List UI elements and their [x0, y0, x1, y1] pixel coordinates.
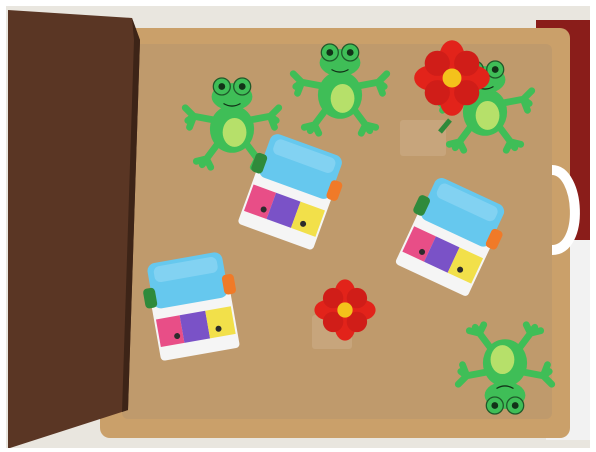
tray-lid [8, 10, 140, 448]
flower-base [400, 120, 446, 156]
